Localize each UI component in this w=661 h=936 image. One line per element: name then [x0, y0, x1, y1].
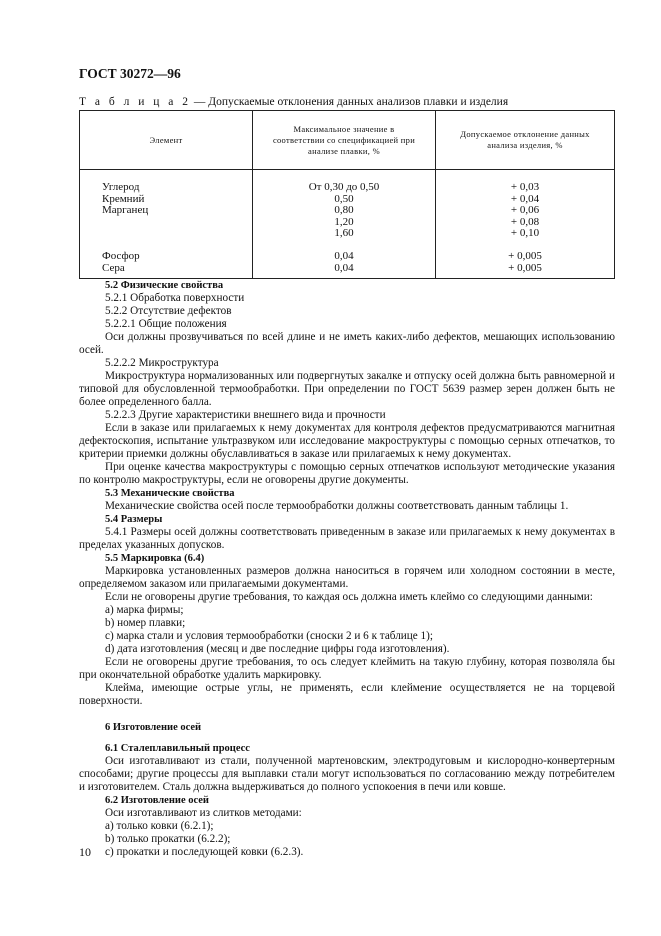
table-caption: [79, 96, 508, 108]
element-cell: Сера: [102, 261, 125, 274]
max-value-cell: 0,04: [334, 250, 354, 262]
tolerance-cell: + 0,08: [510, 215, 540, 228]
paragraph: Оси изготавливают из слитков методами:: [105, 807, 302, 819]
element-cell: [102, 217, 252, 229]
paragraph: 5.4.1 Размеры осей должны соответствовать приведенным в заказе или прилагаемых к нему документах в пределах указанных допусков.: [79, 526, 615, 551]
element-cell: [102, 228, 252, 240]
max-value-cell: 1,60: [334, 227, 354, 239]
tolerance-cell: + 0,03: [510, 181, 540, 193]
table-header-row: [80, 111, 615, 170]
body-text: [79, 279, 615, 859]
paragraph: Оси изготавливают из стали, полученной мартеновским, электродуговым и кислородно-конвертерным способами; другие процессы для выплавки стали могут использоваться по согласованию между потребителем и изготовителем. Сталь должна выдерживаться до полного успокоения в печи или ковше.: [79, 755, 615, 793]
paragraph: Механические свойства осей после термообработки должны соответствовать данным таблицы 1.: [105, 500, 569, 512]
tolerance-cell: + 0,06: [510, 204, 540, 216]
subsection-heading: 5.2.2.3 Другие характеристики внешнего вида и прочности: [105, 409, 386, 421]
list-item: а) марка фирмы;: [105, 604, 184, 616]
tolerance-column: [436, 170, 615, 279]
subsection-heading: 5.2.2.1 Общие положения: [105, 318, 227, 330]
max-value-cell: 0,50: [334, 192, 354, 205]
list-item: b) номер плавки;: [105, 617, 186, 629]
list-item: d) дата изготовления (месяц и две последние цифры года изготовления).: [105, 643, 450, 655]
list-item: а) только ковки (6.2.1);: [105, 820, 214, 832]
section-heading: 6.1 Сталеплавильный процесс: [105, 743, 250, 754]
paragraph: Если в заказе или прилагаемых к нему документах для контроля дефектов предусматриваются магнитная дефектоскопия, испытание ультразвуком или исследование макроструктуры с помощью серных отпечатков, то критерии приемки должны обуславливаться в заказе или прилагаемых к нему документах.: [79, 422, 615, 460]
tolerance-table: [79, 110, 615, 279]
section-heading: 6 Изготовление осей: [105, 722, 202, 733]
page-number: 10: [79, 845, 91, 859]
header-max-value: Максимальное значение в соответствии со спецификацией при анализе плавки, %: [253, 111, 436, 170]
element-cell: Марганец: [102, 204, 149, 216]
section-heading: 5.5 Маркировка (6.4): [105, 553, 205, 564]
section-heading: 5.3 Механические свойства: [105, 488, 235, 499]
max-value-cell: 1,20: [334, 215, 354, 228]
tolerance-cell: + 0,04: [510, 192, 540, 205]
table-caption-text: — Допускаемые отклонения данных анализов плавки и изделия: [191, 96, 509, 108]
paragraph: Если не оговорены другие требования, то ось следует клеймить на такую глубину, которая позволяла бы при окончательной обработке удалить маркировку.: [79, 656, 615, 681]
subsection-heading: 5.2.1 Обработка поверхности: [105, 292, 245, 304]
section-heading: 5.4 Размеры: [105, 514, 163, 525]
list-item: b) только прокатки (6.2.2);: [105, 833, 231, 845]
list-item: с) марка стали и условия термообработки (сноски 2 и 6 к таблице 1);: [105, 630, 433, 642]
element-cell: Углерод: [102, 181, 140, 193]
tolerance-cell: + 0,005: [508, 261, 542, 274]
element-cell: Фосфор: [102, 250, 140, 262]
tolerance-cell: + 0,10: [510, 227, 540, 239]
element-column: [80, 170, 253, 279]
element-cell: Кремний: [102, 192, 145, 205]
document-title: ГОСТ 30272—96: [79, 66, 181, 81]
header-tolerance: Допускаемое отклонение данных анализа изделия, %: [436, 111, 615, 170]
subsection-heading: 5.2.2 Отсутствие дефектов: [105, 305, 232, 317]
max-value-cell: 0,80: [334, 204, 354, 216]
table-body-row: [80, 170, 615, 279]
paragraph: Микроструктура нормализованных или подвергнутых закалке и отпуску осей должна быть равномерной и типовой для обусловленной термообработки. При определении по ГОСТ 5639 размер зерен должен быть не более определенного балла.: [79, 370, 615, 408]
list-item: с) прокатки и последующей ковки (6.2.3).: [105, 846, 304, 858]
paragraph: Оси должны прозвучиваться по всей длине и не иметь каких-либо дефектов, мешающих использованию осей.: [79, 331, 615, 356]
paragraph: Клейма, имеющие острые углы, не применять, если клеймение осуществляется не на торцевой поверхности.: [79, 682, 615, 707]
max-value-column: [253, 170, 436, 279]
max-value-cell: От 0,30 до 0,50: [308, 181, 380, 193]
tolerance-cell: + 0,005: [508, 250, 542, 262]
table-caption-label: Т а б л и ц а 2: [79, 96, 192, 108]
section-heading: 5.2 Физические свойства: [105, 280, 224, 291]
paragraph: Маркировка установленных размеров должна наноситься в горячем или холодном состоянии в месте, определяемом заказом или прилагаемыми документами.: [79, 565, 615, 590]
header-element: Элемент: [80, 111, 253, 170]
section-heading: 6.2 Изготовление осей: [105, 795, 209, 806]
paragraph: При оценке качества макроструктуры с помощью серных отпечатков используют методические указания по контролю макроструктуры, если не оговорены другие документы.: [79, 461, 615, 486]
max-value-cell: 0,04: [334, 261, 354, 274]
paragraph: Если не оговорены другие требования, то каждая ось должна иметь клеймо со следующими данными:: [105, 591, 593, 603]
subsection-heading: 5.2.2.2 Микроструктура: [105, 357, 219, 369]
